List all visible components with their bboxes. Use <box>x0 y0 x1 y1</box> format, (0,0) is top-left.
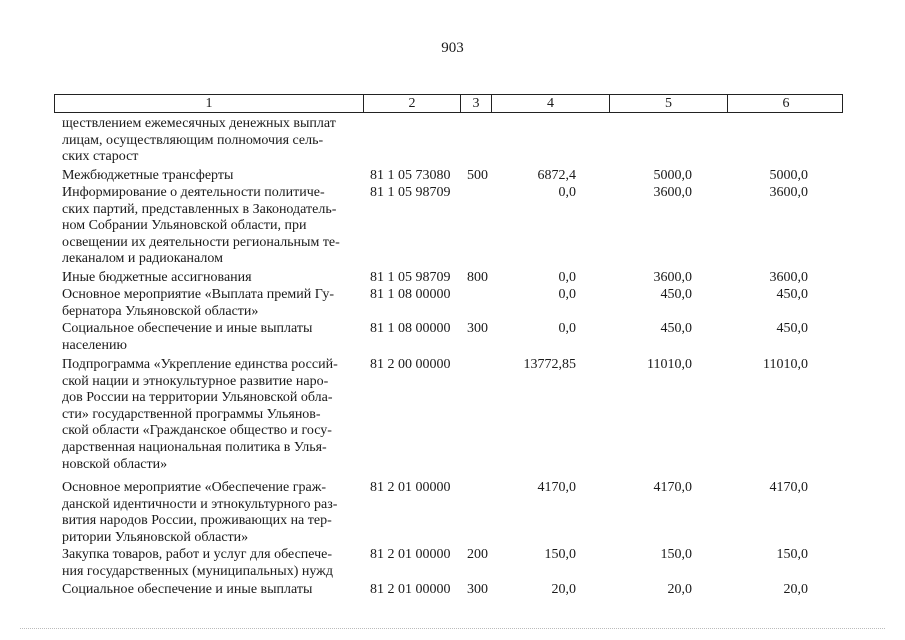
row-expense-type: 500 <box>467 168 488 183</box>
row-value-col4: 150,0 <box>544 547 576 562</box>
row-value-col5: 5000,0 <box>653 168 692 183</box>
row-description-line: ном Собрании Ульяновской области, при <box>62 218 307 234</box>
row-value-col4: 6872,4 <box>537 168 576 183</box>
row-code: 81 1 05 98709 <box>370 185 451 200</box>
row-value-col5: 3600,0 <box>653 185 692 200</box>
row-value-col5: 20,0 <box>667 582 692 597</box>
row-description-line: сти» государственной программы Ульянов- <box>62 406 321 422</box>
row-value-col4: 0,0 <box>558 270 576 285</box>
row-description <box>62 547 358 580</box>
row-description <box>62 185 358 268</box>
row-value-col5: 11010,0 <box>647 357 692 372</box>
page-bottom-divider <box>20 628 885 629</box>
row-expense-type: 300 <box>467 321 488 336</box>
row-description-line: дарственная национальная политика в Улья- <box>62 439 327 455</box>
row-value-col5: 3600,0 <box>653 270 692 285</box>
row-description-line: ритории Ульяновской области» <box>62 529 249 545</box>
row-description-line: освещении их деятельности региональным те- <box>62 234 340 250</box>
row-description-line: ской области «Гражданское общество и госу- <box>62 423 332 439</box>
header-col-3: 3 <box>460 95 491 112</box>
row-description-line: новской области» <box>62 456 168 472</box>
row-description <box>62 287 358 320</box>
row-description-line: ских партий, представленных в Законодатель- <box>62 201 337 217</box>
header-col-6: 6 <box>727 95 844 112</box>
row-value-col6: 450,0 <box>776 287 808 302</box>
row-code: 81 1 05 98709 <box>370 270 451 285</box>
row-description <box>62 582 358 599</box>
row-code: 81 1 08 00000 <box>370 287 451 302</box>
row-value-col6: 4170,0 <box>769 480 808 495</box>
row-value-col4: 0,0 <box>558 287 576 302</box>
row-value-col6: 20,0 <box>783 582 808 597</box>
row-value-col6: 5000,0 <box>769 168 808 183</box>
row-description-line: ществлением ежемесячных денежных выплат <box>62 116 336 131</box>
row-description-line: Межбюджетные трансферты <box>62 168 234 183</box>
row-expense-type: 200 <box>467 547 488 562</box>
row-value-col4: 20,0 <box>551 582 576 597</box>
row-code: 81 1 08 00000 <box>370 321 451 336</box>
row-value-col6: 3600,0 <box>769 185 808 200</box>
row-description-line: Основное мероприятие «Обеспечение граж- <box>62 480 327 495</box>
row-description-line: данской идентичности и этнокультурного раз- <box>62 496 338 512</box>
row-value-col4: 0,0 <box>558 185 576 200</box>
page-number: 903 <box>441 40 464 56</box>
row-code: 81 2 01 00000 <box>370 480 451 495</box>
row-value-col5: 150,0 <box>660 547 692 562</box>
row-value-col5: 450,0 <box>660 321 692 336</box>
row-description-line: населению <box>62 337 127 353</box>
header-col-4: 4 <box>491 95 609 112</box>
row-value-col6: 11010,0 <box>763 357 808 372</box>
row-code: 81 1 05 73080 <box>370 168 451 183</box>
row-description-line: Закупка товаров, работ и услуг для обеспече- <box>62 547 333 562</box>
row-description-line: вития народов России, проживающих на тер- <box>62 513 332 529</box>
row-description-line: лицам, осуществляющим полномочия сель- <box>62 132 324 148</box>
row-value-col4: 4170,0 <box>537 480 576 495</box>
row-description-line: дов России на территории Ульяновской обла- <box>62 390 333 406</box>
row-expense-type: 800 <box>467 270 488 285</box>
row-value-col5: 450,0 <box>660 287 692 302</box>
row-description-line: леканалом и радиоканалом <box>62 251 223 267</box>
row-description <box>62 321 358 354</box>
row-description-line: Информирование о деятельности политиче- <box>62 185 325 200</box>
row-value-col6: 150,0 <box>776 547 808 562</box>
row-value-col6: 450,0 <box>776 321 808 336</box>
row-description-line: Социальное обеспечение и иные выплаты <box>62 582 313 597</box>
row-description-line: Основное мероприятие «Выплата премий Гу- <box>62 287 334 302</box>
row-description-line: бернатора Ульяновской области» <box>62 303 259 319</box>
header-col-1: 1 <box>205 96 213 111</box>
row-code: 81 2 01 00000 <box>370 582 451 597</box>
row-value-col4: 0,0 <box>558 321 576 336</box>
row-description-line: ской нации и этнокультурное развитие наро- <box>62 373 329 389</box>
row-description <box>62 116 358 166</box>
row-description <box>62 357 358 473</box>
row-description-line: ния государственных (муниципальных) нужд <box>62 563 333 579</box>
row-code: 81 2 00 00000 <box>370 357 451 372</box>
row-code: 81 2 01 00000 <box>370 547 451 562</box>
row-description-line: ских старост <box>62 149 139 165</box>
row-description <box>62 480 358 546</box>
row-description <box>62 168 358 185</box>
row-description-line: Иные бюджетные ассигнования <box>62 270 252 285</box>
row-value-col5: 4170,0 <box>653 480 692 495</box>
row-description-line: Социальное обеспечение и иные выплаты <box>62 321 313 336</box>
row-value-col6: 3600,0 <box>769 270 808 285</box>
row-expense-type: 300 <box>467 582 488 597</box>
header-col-5: 5 <box>609 95 727 112</box>
row-description <box>62 270 358 287</box>
header-col-2: 2 <box>363 95 460 112</box>
row-value-col4: 13772,85 <box>523 357 576 372</box>
row-description-line: Подпрограмма «Укрепление единства россий- <box>62 357 338 372</box>
